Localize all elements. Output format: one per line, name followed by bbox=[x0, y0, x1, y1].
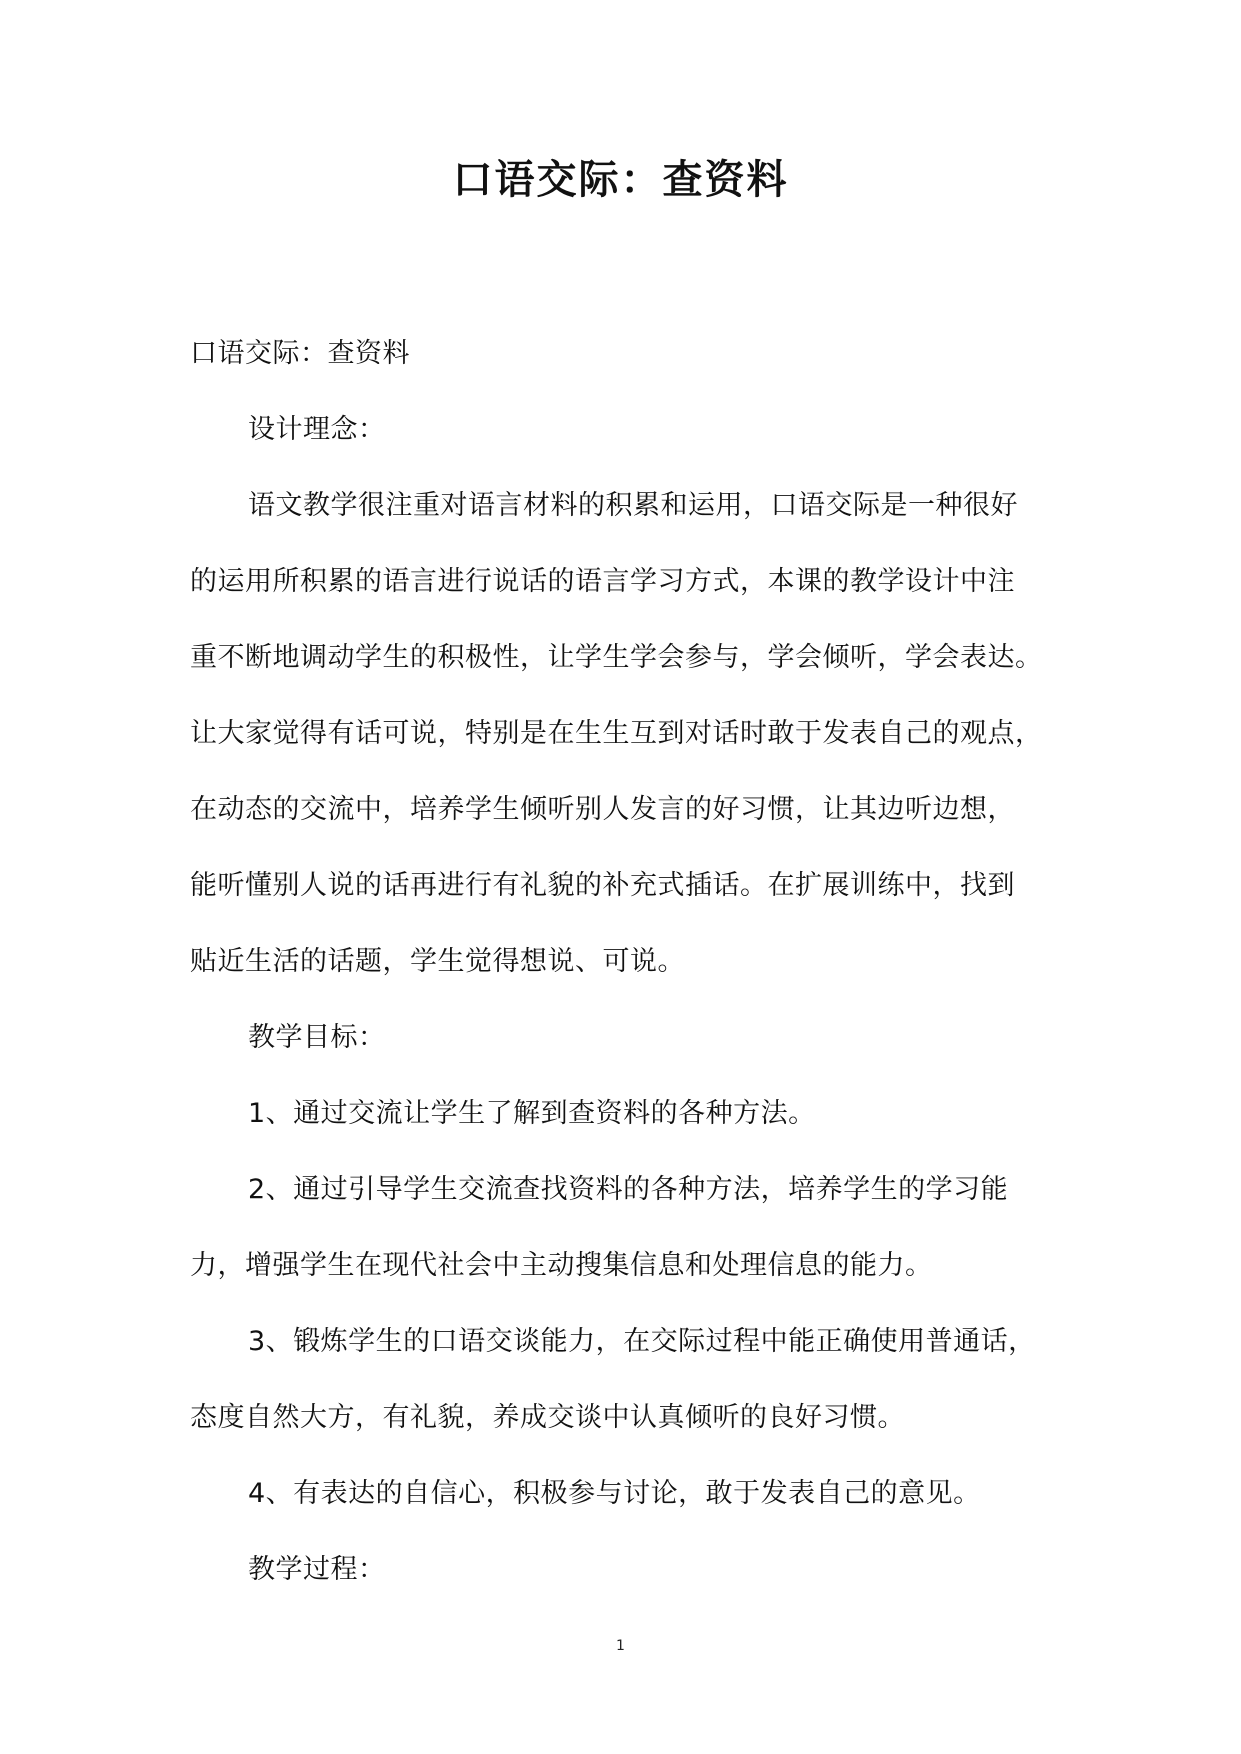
goal-item-3-continued: 态度自然大方，有礼貌，养成交谈中认真倾听的良好习惯。 bbox=[190, 1402, 905, 1433]
document-title: 口语交际：查资料 bbox=[452, 156, 789, 203]
paragraph-line: 能听懂别人说的话再进行有礼貌的补充式插话。在扩展训练中，找到 bbox=[190, 870, 1015, 901]
goal-item-3: 3、锻炼学生的口语交谈能力，在交际过程中能正确使用普通话， bbox=[248, 1326, 1036, 1357]
document-subtitle: 口语交际：查资料 bbox=[190, 338, 410, 369]
goals-heading: 教学目标： bbox=[248, 1022, 386, 1053]
goal-item-2-continued: 力，增强学生在现代社会中主动搜集信息和处理信息的能力。 bbox=[190, 1250, 933, 1281]
paragraph-line: 贴近生活的话题，学生觉得想说、可说。 bbox=[190, 946, 685, 977]
goal-item-4: 4、有表达的自信心，积极参与讨论，敢于发表自己的意见。 bbox=[248, 1478, 981, 1509]
paragraph-line: 在动态的交流中，培养学生倾听别人发言的好习惯，让其边听边想， bbox=[190, 794, 1015, 825]
goal-item-1: 1、通过交流让学生了解到查资料的各种方法。 bbox=[248, 1098, 816, 1129]
paragraph-line: 让大家觉得有话可说，特别是在生生互到对话时敢于发表自己的观点， bbox=[190, 718, 1043, 749]
paragraph-line: 语文教学很注重对语言材料的积累和运用，口语交际是一种很好 bbox=[248, 490, 1018, 521]
design-heading: 设计理念： bbox=[248, 414, 386, 445]
goal-item-2: 2、通过引导学生交流查找资料的各种方法，培养学生的学习能 bbox=[248, 1174, 1009, 1205]
page-number: 1 bbox=[616, 1638, 625, 1654]
paragraph-line: 的运用所积累的语言进行说话的语言学习方式，本课的教学设计中注 bbox=[190, 566, 1015, 597]
paragraph-line: 重不断地调动学生的积极性，让学生学会参与，学会倾听，学会表达。 bbox=[190, 642, 1043, 673]
process-heading: 教学过程： bbox=[248, 1554, 386, 1585]
